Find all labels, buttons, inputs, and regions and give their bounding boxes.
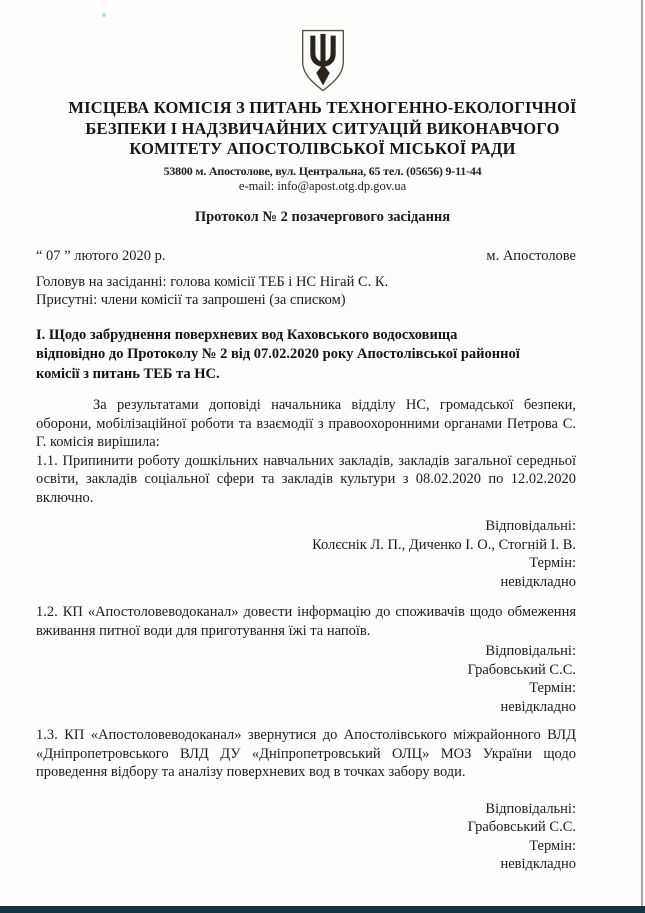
org-title-line-2: БЕЗПЕКИ І НАДЗВИЧАЙНИХ СИТУАЦІЙ ВИКОНАВЧОГО bbox=[85, 118, 560, 138]
section-1-heading bbox=[36, 326, 585, 385]
org-title-line-3: КОМІТЕТУ АПОСТОЛІВСЬКОЇ МІСЬКОЇ РАДИ bbox=[129, 139, 516, 158]
section-1-intro: За результатами доповіді начальника відділу НС, громадської безпеки, оборони, мобілізаційної роботи та взаємодії з правоохоронними органами Петрова С. Г. комісія вирішила: bbox=[36, 397, 576, 450]
item-1-1-text: 1.1. Припинити роботу дошкільних навчальних закладів, закладів загальної середньої освіти, закладів соціальної сфери та закладів культури з 08.02.2020 по 12.02.2020 включно. bbox=[36, 452, 576, 506]
ukraine-trident-emblem-icon bbox=[297, 28, 349, 94]
scan-speck-artifact bbox=[102, 13, 106, 17]
chairman-line: Головув на засіданні: голова комісії ТЕБ і НС Нігай С. К. bbox=[36, 273, 389, 290]
item-1-3-responsible-block bbox=[36, 800, 576, 874]
responsible-label: Відповідальні: bbox=[485, 800, 576, 817]
responsible-names: Колєснік Л. П., Диченко І. О., Стогній І. В. bbox=[312, 536, 576, 553]
date-place-row bbox=[36, 247, 576, 266]
term-label: Термін: bbox=[529, 680, 576, 696]
term-value: невідкладно bbox=[500, 573, 576, 590]
org-title-line-1: МІСЦЕВА КОМІСІЯ З ПИТАНЬ ТЕХНОГЕННО-ЕКОЛОГІЧНОЇ bbox=[68, 98, 577, 117]
protocol-title: Протокол № 2 позачергового засідання bbox=[194, 208, 451, 225]
attendees-line: Присутні: члени комісії та запрошені (за списком) bbox=[36, 292, 346, 308]
org-address: 53800 м. Апостолове, вул. Центральна, 65 тел. (05656) 9-11-44 bbox=[163, 163, 482, 178]
org-email: e-mail: info@apost.otg.dp.gov.ua bbox=[238, 178, 407, 193]
item-1-3-text: 1.3. КП «Апостоловеводоканал» звернутися до Апостолівського міжрайонного ВЛД «Дніпропетровського ВЛД ДУ «Дніпропетровський ОЛЦ» МОЗ України щодо проведення відбору та аналізу поверхневих вод в точках забору води. bbox=[36, 727, 576, 780]
responsible-names: Грабовський С.С. bbox=[467, 661, 576, 678]
responsible-label: Відповідальні: bbox=[485, 518, 576, 534]
term-value: невідкладно bbox=[500, 698, 576, 715]
section-1-heading-line-2: відповідно до Протоколу № 2 від 07.02.2020 року Апостолівської районної bbox=[36, 346, 520, 362]
scan-bottom-bar bbox=[0, 906, 645, 913]
section-1-heading-line-1: І. Щодо забруднення поверхневих вод Каховського водосховища bbox=[36, 326, 458, 343]
term-value: невідкладно bbox=[500, 856, 576, 872]
term-label: Термін: bbox=[529, 837, 576, 854]
item-1-2-text: 1.2. КП «Апостоловеводоканал» довести інформацію до споживачів щодо обмеження вживання питної води для приготування їжі та напоїв. bbox=[36, 604, 576, 639]
item-1-2-responsible-block bbox=[36, 642, 576, 716]
item-1-1-responsible-block bbox=[36, 517, 576, 591]
org-title bbox=[0, 98, 645, 160]
term-label: Термін: bbox=[529, 555, 576, 571]
section-1-heading-line-3: комісії з питань ТЕБ та НС. bbox=[36, 365, 220, 382]
protocol-date: “ 07 ” лютого 2020 р. bbox=[36, 247, 166, 264]
scan-edge-line bbox=[641, 0, 643, 913]
responsible-label: Відповідальні: bbox=[485, 643, 576, 659]
protocol-place: м. Апостолове bbox=[486, 247, 576, 264]
responsible-names: Грабовський С.С. bbox=[467, 819, 576, 835]
